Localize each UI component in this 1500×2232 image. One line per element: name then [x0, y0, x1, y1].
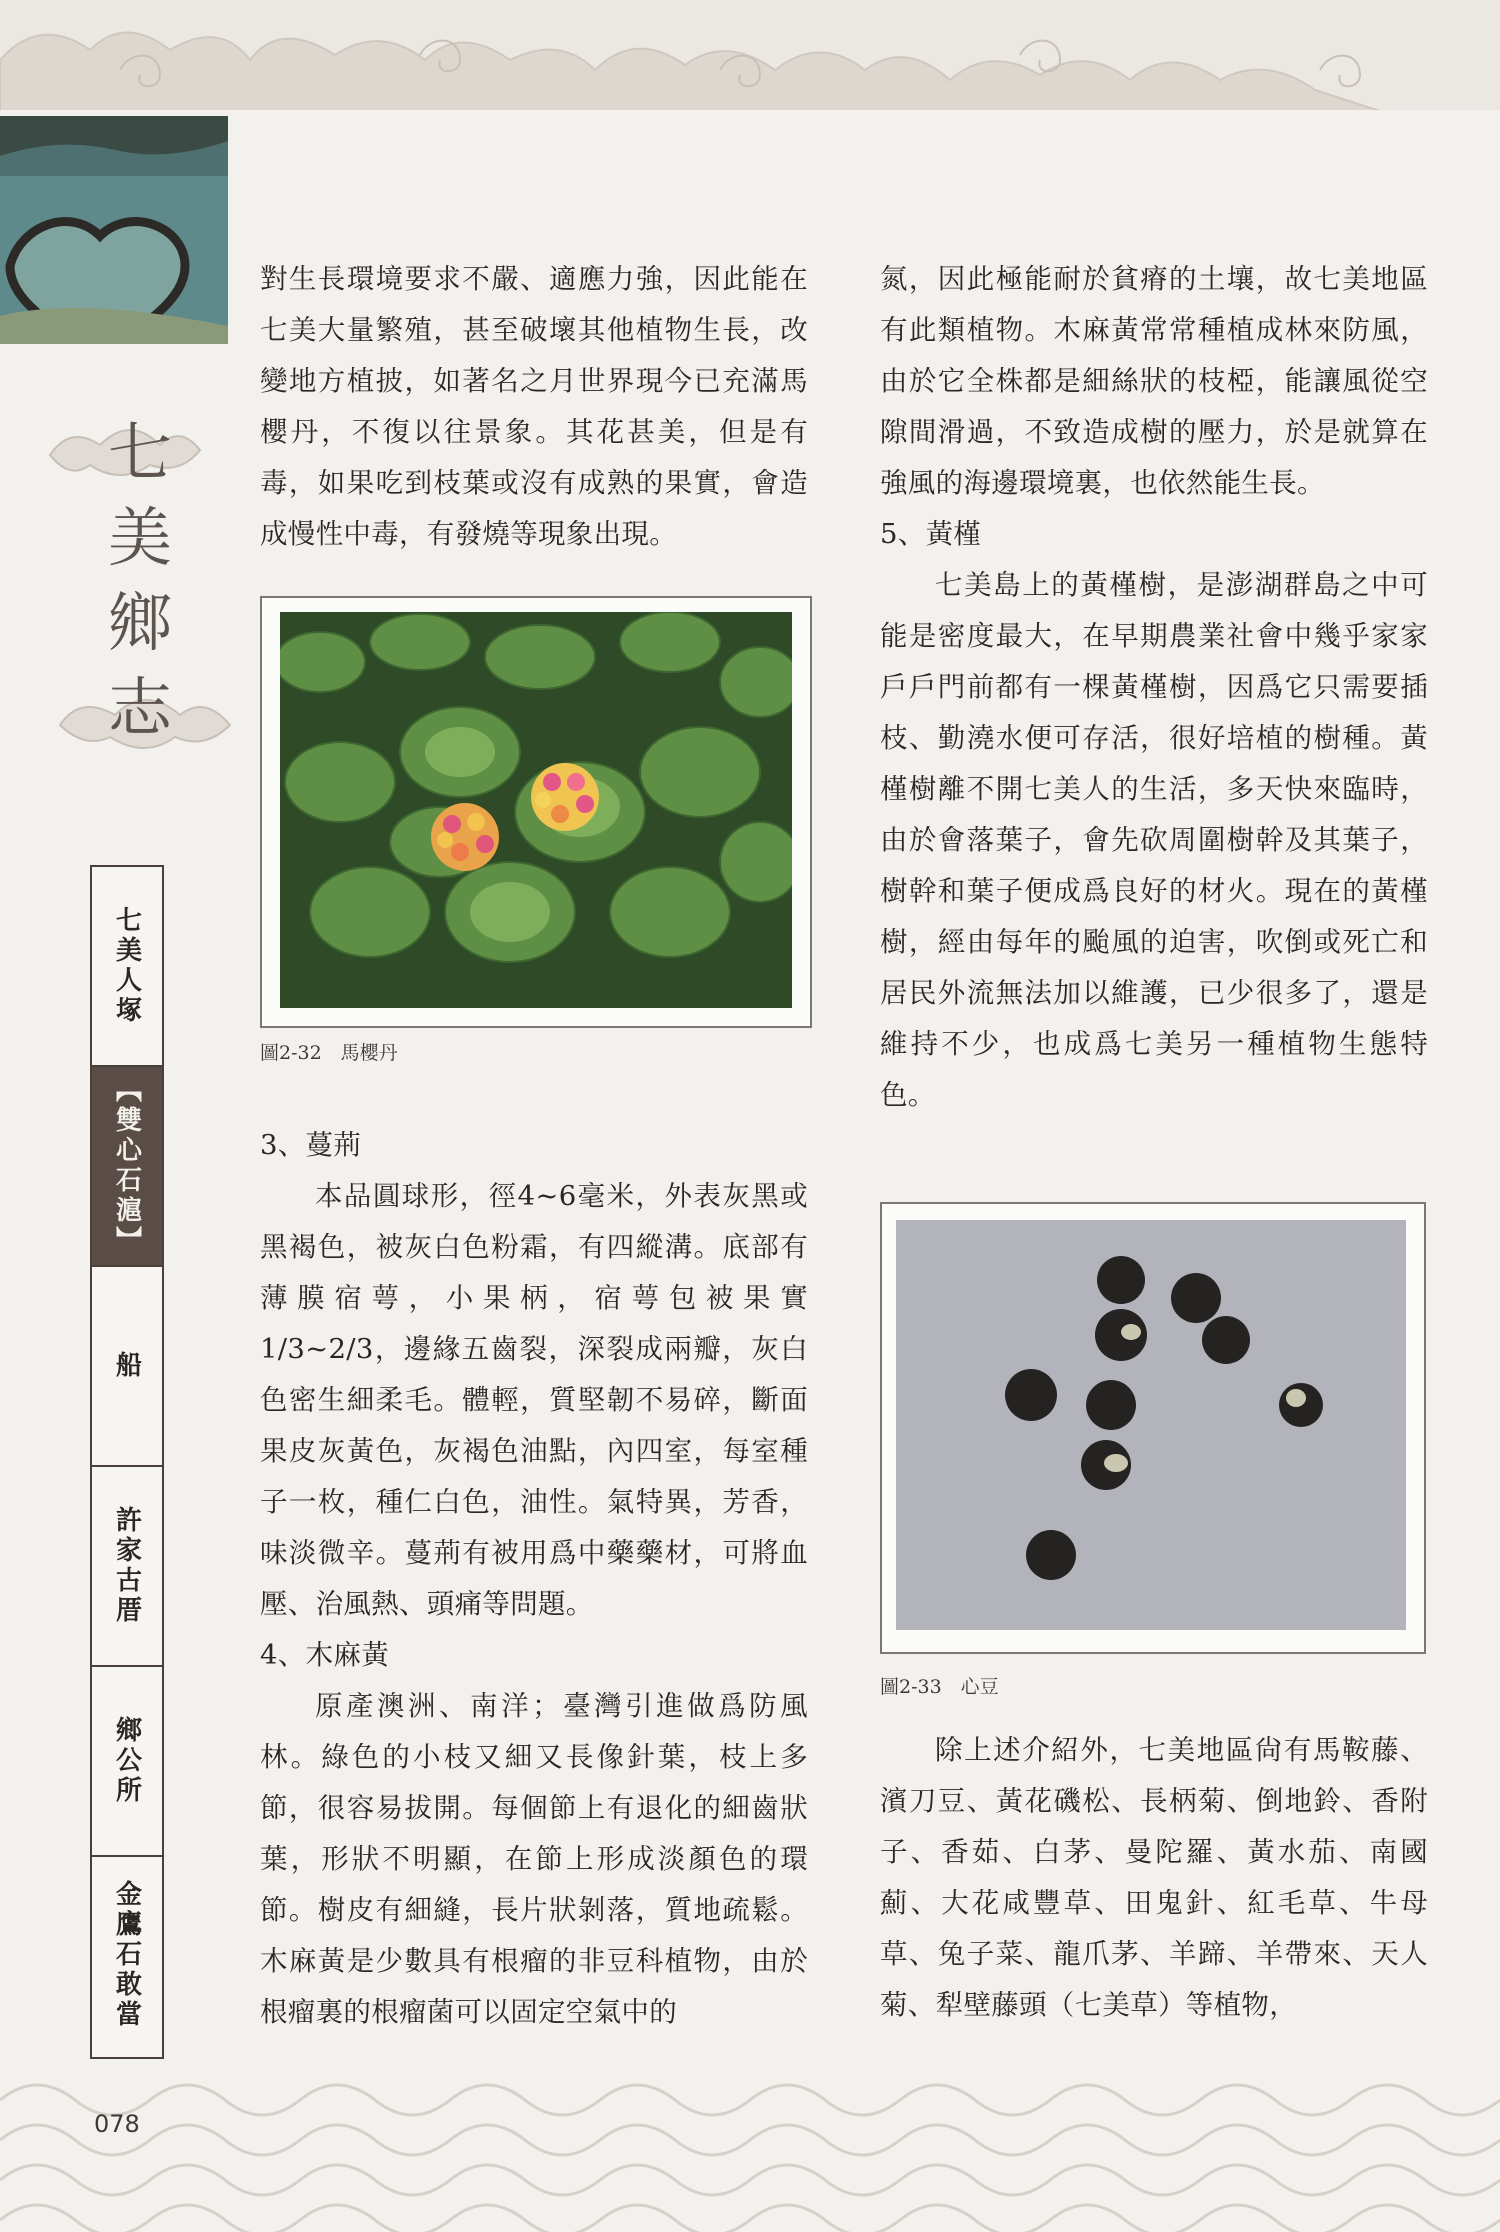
twin-hearts-weir-photo [0, 116, 228, 344]
lantana-photo [280, 612, 792, 1008]
heart-seeds-photo [896, 1220, 1406, 1630]
casuarina-paragraph: 原產澳洲、南洋；臺灣引進做爲防風林。綠色的小枝又細又長像針葉，枝上多節，很容易拔開。每個節上有退化的細齒狀葉，形狀不明顯，在節上形成淡顏色的環節。樹皮有細縫，長片狀剝落，質地疏鬆。木麻黃是少數具有根瘤的非豆科植物，由於根瘤裏的根瘤菌可以固定空氣中的 [260, 1690, 808, 2028]
closing-paragraph: 除上述介紹外，七美地區尙有馬鞍藤、濱刀豆、黃花磯松、長柄菊、倒地鈴、香附子、香茹、白茅、曼陀羅、黃水茄、南國薊、大花咸豐草、田鬼針、紅毛草、牛母草、兔子菜、龍爪茅、羊蹄、羊帶來、天人菊、犁壁藤頭（七美草）等植物， [880, 1734, 1428, 2021]
right-column-closing [880, 1725, 1428, 2031]
nav-item-golden-eagle-stone[interactable] [92, 1857, 162, 2053]
nav-label: 金鷹石敢當 [111, 1880, 142, 2030]
nav-label: 許家古厝 [111, 1506, 142, 1626]
right-column-sections [880, 254, 1428, 1121]
nav-item-seven-beauties-tomb[interactable] [92, 867, 162, 1067]
section-heading-casuarina: 4、木麻黃 [260, 1639, 389, 1671]
township-annals-logo [40, 395, 240, 815]
logo-char-3: 鄉 [108, 587, 172, 661]
figure-heart-seeds [880, 1202, 1426, 1654]
logo-char-4: 志 [108, 672, 172, 746]
intro-paragraph: 對生長環境要求不嚴、適應力強，因此能在七美大量繁殖，甚至破壞其他植物生長，改變地方植披，如著名之月世界現今已充滿馬櫻丹，不復以往景象。其花甚美，但是有毒，如果吃到枝葉或沒有成熟的果實，會造成慢性中毒，有發燒等現象出現。 [260, 263, 808, 550]
lantana-flower-2 [531, 763, 599, 831]
wave-pattern-footer [0, 2060, 1500, 2232]
nav-item-twin-hearts-weir[interactable] [92, 1067, 162, 1267]
nav-label: 七美人塚 [111, 906, 142, 1026]
nav-item-township-office[interactable] [92, 1667, 162, 1857]
casuarina-continuation: 氮，因此極能耐於貧瘠的土壤，故七美地區有此類植物。木麻黃常常種植成林來防風，由於它全株都是細絲狀的枝椏，能讓風從空隙間滑過，不致造成樹的壓力，於是就算在強風的海邊環境裏，也依然能生長。 [880, 263, 1428, 499]
chapter-side-nav [90, 865, 164, 2059]
vitex-paragraph: 本品圓球形，徑4~6毫米，外表灰黑或黑褐色，被灰白色粉霜，有四縱溝。底部有薄膜宿萼，小果柄，宿萼包被果實1/3~2/3，邊緣五齒裂，深裂成兩瓣，灰白色密生細柔毛。體輕，質堅韌不易碎，斷面果皮灰黃色，灰褐色油點，內四室，每室種子一枚，種仁白色，油性。氣特異，芳香，味淡微辛。蔓荊有被用爲中藥藥材，可將血壓、治風熱、頭痛等問題。 [260, 1180, 808, 1620]
page-number: 078 [94, 2110, 140, 2138]
nav-item-boat[interactable] [92, 1267, 162, 1467]
figure-caption-lantana: 圖2-32 馬櫻丹 [260, 1042, 398, 1064]
figure-caption-heart-seeds: 圖2-33 心豆 [880, 1676, 999, 1698]
nav-label: 船 [111, 1351, 142, 1381]
nav-item-hsu-family-house[interactable] [92, 1467, 162, 1667]
logo-char-2: 美 [108, 502, 172, 576]
section-heading-hibiscus: 5、黃槿 [880, 518, 982, 550]
hibiscus-paragraph: 七美島上的黃槿樹，是澎湖群島之中可能是密度最大，在早期農業社會中幾乎家家戶戶門前都有一棵黃槿樹，因爲它只需要插枝、勤澆水便可存活，很好培植的樹種。黃槿樹離不開七美人的生活，多天快來臨時，由於會落葉子，會先砍周圍樹幹及其葉子，樹幹和葉子便成爲良好的材火。現在的黃槿樹，經由每年的颱風的迫害，吹倒或死亡和居民外流無法加以維護，已少很多了，還是維持不少，也成爲七美另一種植物生態特色。 [880, 569, 1428, 1111]
figure-lantana [260, 596, 812, 1028]
lantana-flower-1 [431, 803, 499, 871]
nav-label: 【雙心石滬】 [111, 1076, 142, 1256]
left-column-sections [260, 1120, 808, 2038]
section-heading-vitex: 3、蔓荊 [260, 1129, 362, 1161]
nav-label: 鄉公所 [111, 1716, 142, 1806]
left-column-intro [260, 254, 808, 560]
logo-char-1: 七 [108, 417, 172, 491]
